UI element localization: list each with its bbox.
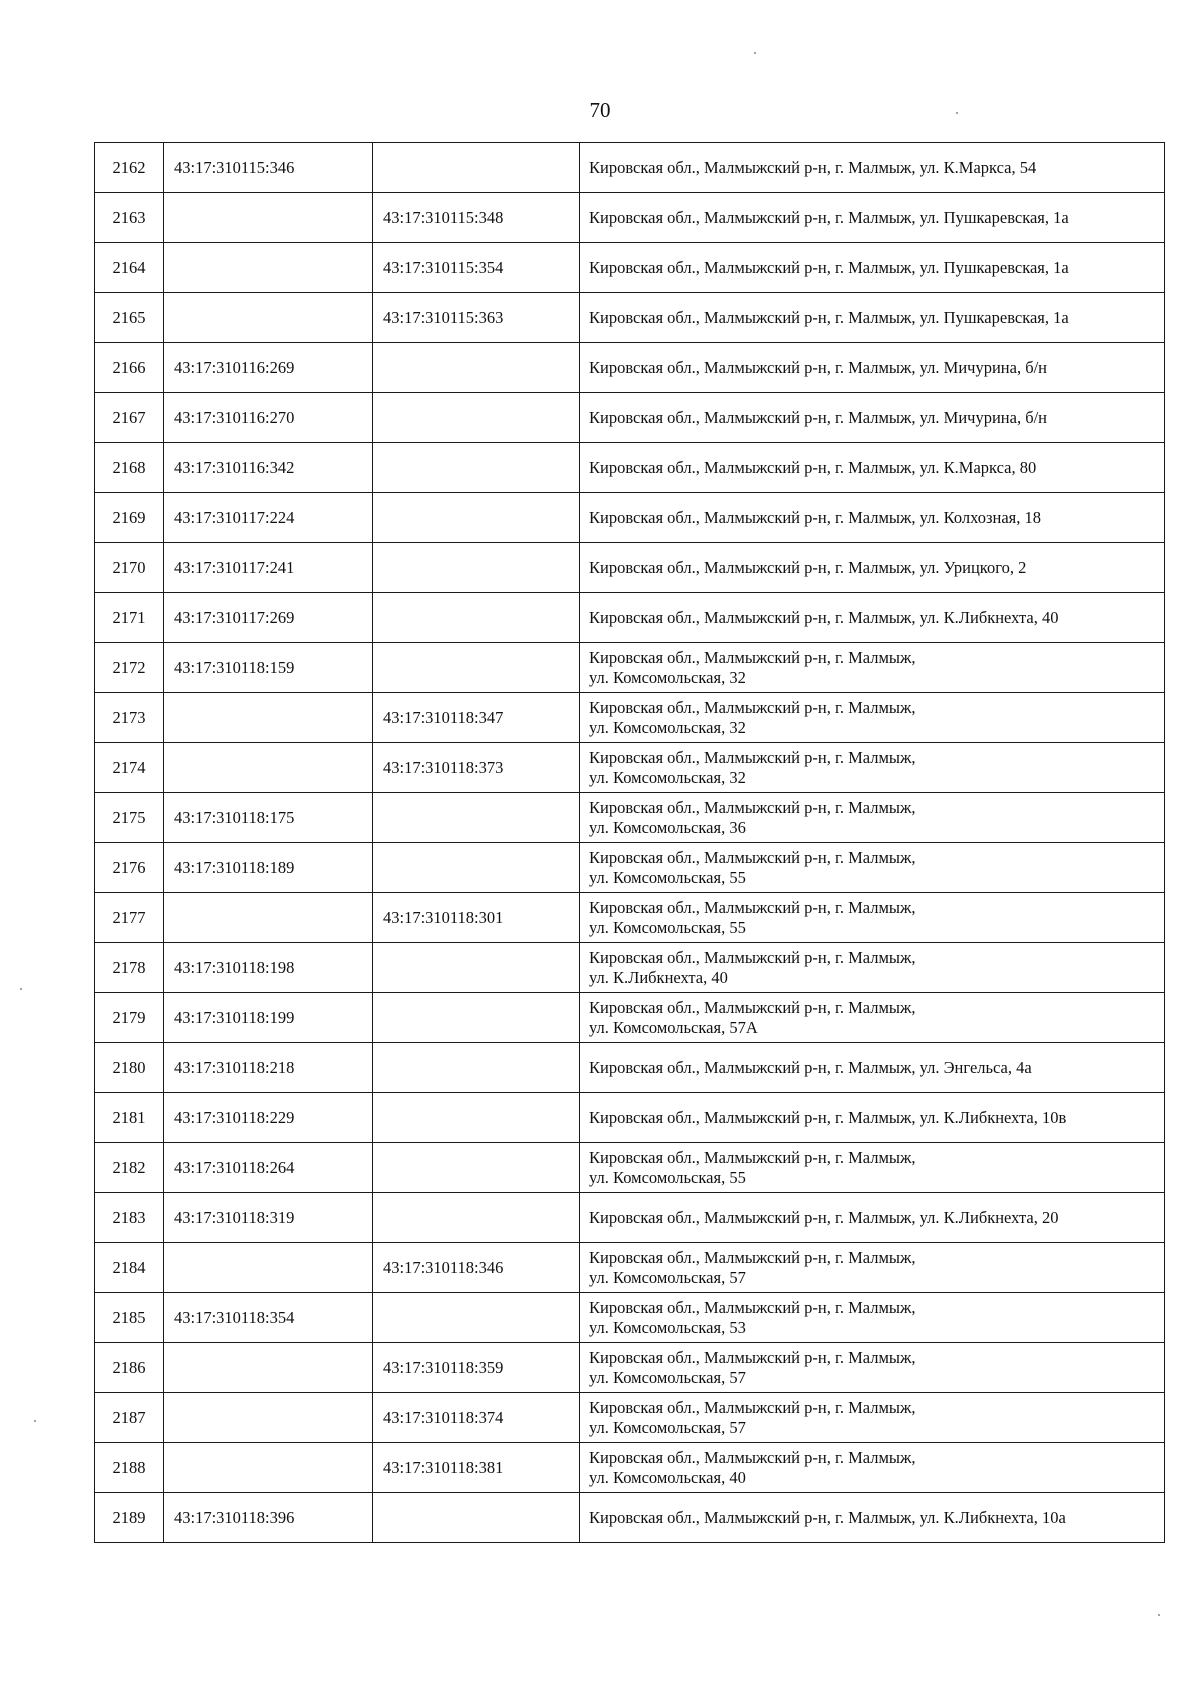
address-cell	[580, 1143, 1165, 1193]
cadastral-number-alt-cell	[373, 393, 580, 443]
table-row	[95, 293, 1165, 343]
table-row	[95, 643, 1165, 693]
address-line: Кировская обл., Малмыжский р-н, г. Малмыж, ул. Пушкаревская, 1а	[589, 207, 1069, 227]
address-line: Кировская обл., Малмыжский р-н, г. Малмыж, ул. К.Либкнехта, 10в	[589, 1107, 1067, 1127]
address-cell	[580, 593, 1165, 643]
cadastral-number-alt-cell: 43:17:310118:359	[373, 1343, 580, 1393]
row-number-cell: 2162	[95, 143, 164, 193]
table-row	[95, 843, 1165, 893]
address-cell	[580, 543, 1165, 593]
address-line: Кировская обл., Малмыжский р-н, г. Малмыж, ул. К.Либкнехта, 10а	[589, 1507, 1066, 1527]
row-number-cell: 2173	[95, 693, 164, 743]
table-row	[95, 1393, 1165, 1443]
address-line-continued: ул. Комсомольская, 40	[589, 1467, 746, 1487]
cadastral-number-cell	[164, 693, 373, 743]
table-row	[95, 743, 1165, 793]
scan-speck	[956, 112, 958, 114]
row-number-cell: 2182	[95, 1143, 164, 1193]
cadastral-number-alt-cell: 43:17:310118:347	[373, 693, 580, 743]
table-row	[95, 593, 1165, 643]
table-row	[95, 893, 1165, 943]
cadastral-number-cell: 43:17:310118:199	[164, 993, 373, 1043]
cadastral-number-cell	[164, 893, 373, 943]
table-row	[95, 793, 1165, 843]
row-number-cell: 2183	[95, 1193, 164, 1243]
address-line: Кировская обл., Малмыжский р-н, г. Малмыж, ул. К.Либкнехта, 40	[589, 607, 1059, 627]
address-line: Кировская обл., Малмыжский р-н, г. Малмыж, ул. Колхозная, 18	[589, 507, 1042, 527]
cadastral-number-alt-cell	[373, 143, 580, 193]
row-number-cell: 2185	[95, 1293, 164, 1343]
cadastral-number-cell	[164, 293, 373, 343]
address-cell	[580, 643, 1165, 693]
cadastral-number-cell	[164, 243, 373, 293]
address-line-continued: ул. Комсомольская, 55	[589, 1167, 746, 1187]
address-line: Кировская обл., Малмыжский р-н, г. Малмыж,	[589, 1347, 916, 1367]
cadastral-number-alt-cell	[373, 1143, 580, 1193]
scan-speck	[20, 988, 22, 990]
address-line-continued: ул. Комсомольская, 32	[589, 767, 746, 787]
row-number-cell: 2175	[95, 793, 164, 843]
address-line-continued: ул. Комсомольская, 57	[589, 1367, 746, 1387]
cadastral-number-cell: 43:17:310118:354	[164, 1293, 373, 1343]
row-number-cell: 2169	[95, 493, 164, 543]
cadastral-number-alt-cell	[373, 943, 580, 993]
address-line-continued: ул. Комсомольская, 32	[589, 717, 746, 737]
table-row	[95, 543, 1165, 593]
address-line: Кировская обл., Малмыжский р-н, г. Малмыж,	[589, 1397, 916, 1417]
table-row	[95, 243, 1165, 293]
address-cell	[580, 493, 1165, 543]
cadastral-number-alt-cell	[373, 1493, 580, 1543]
address-line: Кировская обл., Малмыжский р-н, г. Малмыж, ул. Пушкаревская, 1а	[589, 257, 1069, 277]
cadastral-number-alt-cell	[373, 1093, 580, 1143]
address-line-continued: ул. Комсомольская, 32	[589, 667, 746, 687]
address-line-continued: ул. Комсомольская, 57	[589, 1417, 746, 1437]
row-number-cell: 2179	[95, 993, 164, 1043]
registry-body	[95, 143, 1165, 1543]
address-line-continued: ул. Комсомольская, 55	[589, 917, 746, 937]
row-number-cell: 2166	[95, 343, 164, 393]
address-line-continued: ул. К.Либкнехта, 40	[589, 967, 728, 987]
table-row	[95, 343, 1165, 393]
address-cell	[580, 1093, 1165, 1143]
row-number-cell: 2163	[95, 193, 164, 243]
cadastral-number-cell: 43:17:310116:270	[164, 393, 373, 443]
address-line: Кировская обл., Малмыжский р-н, г. Малмыж, ул. Пушкаревская, 1а	[589, 307, 1069, 327]
table-row	[95, 393, 1165, 443]
address-line: Кировская обл., Малмыжский р-н, г. Малмыж, ул. Урицкого, 2	[589, 557, 1027, 577]
cadastral-number-alt-cell: 43:17:310118:373	[373, 743, 580, 793]
row-number-cell: 2174	[95, 743, 164, 793]
cadastral-number-cell: 43:17:310118:175	[164, 793, 373, 843]
cadastral-number-alt-cell: 43:17:310118:374	[373, 1393, 580, 1443]
cadastral-number-alt-cell	[373, 1293, 580, 1343]
row-number-cell: 2181	[95, 1093, 164, 1143]
cadastral-number-cell	[164, 1343, 373, 1393]
cadastral-number-cell	[164, 743, 373, 793]
address-cell	[580, 693, 1165, 743]
row-number-cell: 2167	[95, 393, 164, 443]
cadastral-number-cell: 43:17:310118:396	[164, 1493, 373, 1543]
row-number-cell: 2186	[95, 1343, 164, 1393]
address-cell	[580, 943, 1165, 993]
cadastral-number-alt-cell	[373, 1043, 580, 1093]
address-line: Кировская обл., Малмыжский р-н, г. Малмыж, ул. Мичурина, б/н	[589, 407, 1048, 427]
address-cell	[580, 843, 1165, 893]
address-line-continued: ул. Комсомольская, 36	[589, 817, 746, 837]
address-line-continued: ул. Комсомольская, 55	[589, 867, 746, 887]
row-number-cell: 2188	[95, 1443, 164, 1493]
address-cell	[580, 1043, 1165, 1093]
cadastral-number-alt-cell	[373, 843, 580, 893]
cadastral-number-alt-cell	[373, 443, 580, 493]
cadastral-number-cell: 43:17:310117:241	[164, 543, 373, 593]
row-number-cell: 2170	[95, 543, 164, 593]
cadastral-number-alt-cell: 43:17:310118:301	[373, 893, 580, 943]
page-number: 70	[589, 98, 611, 122]
cadastral-number-cell: 43:17:310117:269	[164, 593, 373, 643]
address-line-continued: ул. Комсомольская, 57А	[589, 1017, 758, 1037]
cadastral-number-cell: 43:17:310116:342	[164, 443, 373, 493]
row-number-cell: 2189	[95, 1493, 164, 1543]
address-line: Кировская обл., Малмыжский р-н, г. Малмыж, ул. К.Маркса, 54	[589, 157, 1037, 177]
scan-speck	[754, 52, 756, 54]
address-cell	[580, 1443, 1165, 1493]
scan-speck	[1158, 1614, 1160, 1616]
address-line-continued: ул. Комсомольская, 57	[589, 1267, 746, 1287]
table-row	[95, 943, 1165, 993]
cadastral-number-cell: 43:17:310118:264	[164, 1143, 373, 1193]
table-row	[95, 143, 1165, 193]
cadastral-number-cell: 43:17:310116:269	[164, 343, 373, 393]
address-cell	[580, 243, 1165, 293]
row-number-cell: 2184	[95, 1243, 164, 1293]
cadastral-number-cell: 43:17:310118:159	[164, 643, 373, 693]
address-cell	[580, 993, 1165, 1043]
table-row	[95, 1293, 1165, 1343]
cadastral-number-alt-cell	[373, 1193, 580, 1243]
table-row	[95, 493, 1165, 543]
row-number-cell: 2177	[95, 893, 164, 943]
address-line: Кировская обл., Малмыжский р-н, г. Малмыж,	[589, 797, 916, 817]
cadastral-number-cell	[164, 193, 373, 243]
cadastral-number-cell: 43:17:310118:189	[164, 843, 373, 893]
table-row	[95, 1343, 1165, 1393]
row-number-cell: 2172	[95, 643, 164, 693]
row-number-cell: 2176	[95, 843, 164, 893]
row-number-cell: 2165	[95, 293, 164, 343]
address-cell	[580, 143, 1165, 193]
cadastral-number-cell: 43:17:310118:198	[164, 943, 373, 993]
table-row	[95, 1243, 1165, 1293]
address-cell	[580, 743, 1165, 793]
cadastral-number-cell: 43:17:310118:229	[164, 1093, 373, 1143]
cadastral-number-alt-cell: 43:17:310115:354	[373, 243, 580, 293]
cadastral-number-alt-cell	[373, 493, 580, 543]
table-row	[95, 1193, 1165, 1243]
address-line-continued: ул. Комсомольская, 53	[589, 1317, 746, 1337]
address-cell	[580, 1293, 1165, 1343]
address-cell	[580, 1193, 1165, 1243]
cadastral-number-alt-cell	[373, 793, 580, 843]
cadastral-number-cell	[164, 1393, 373, 1443]
cadastral-number-cell: 43:17:310118:319	[164, 1193, 373, 1243]
table-row	[95, 443, 1165, 493]
address-cell	[580, 343, 1165, 393]
row-number-cell: 2178	[95, 943, 164, 993]
address-cell	[580, 443, 1165, 493]
address-line: Кировская обл., Малмыжский р-н, г. Малмыж,	[589, 847, 916, 867]
address-line: Кировская обл., Малмыжский р-н, г. Малмыж,	[589, 1447, 916, 1467]
table-row	[95, 1443, 1165, 1493]
cadastral-number-alt-cell	[373, 643, 580, 693]
address-line: Кировская обл., Малмыжский р-н, г. Малмыж,	[589, 647, 916, 667]
address-line: Кировская обл., Малмыжский р-н, г. Малмыж,	[589, 1297, 916, 1317]
cadastral-number-cell: 43:17:310115:346	[164, 143, 373, 193]
row-number-cell: 2168	[95, 443, 164, 493]
cadastral-number-alt-cell	[373, 993, 580, 1043]
address-line: Кировская обл., Малмыжский р-н, г. Малмыж,	[589, 997, 916, 1017]
address-line: Кировская обл., Малмыжский р-н, г. Малмыж,	[589, 897, 916, 917]
address-cell	[580, 1343, 1165, 1393]
cadastral-number-alt-cell: 43:17:310118:381	[373, 1443, 580, 1493]
cadastral-number-alt-cell	[373, 543, 580, 593]
cadastral-number-alt-cell: 43:17:310115:363	[373, 293, 580, 343]
table-row	[95, 193, 1165, 243]
address-cell	[580, 1493, 1165, 1543]
address-line: Кировская обл., Малмыжский р-н, г. Малмыж,	[589, 1247, 916, 1267]
table-row	[95, 1493, 1165, 1543]
table-row	[95, 993, 1165, 1043]
address-line: Кировская обл., Малмыжский р-н, г. Малмыж,	[589, 1147, 916, 1167]
table-row	[95, 1143, 1165, 1193]
address-line: Кировская обл., Малмыжский р-н, г. Малмыж, ул. Энгельса, 4а	[589, 1057, 1032, 1077]
cadastral-number-cell	[164, 1243, 373, 1293]
scan-speck	[34, 1420, 36, 1422]
cadastral-number-alt-cell: 43:17:310115:348	[373, 193, 580, 243]
row-number-cell: 2187	[95, 1393, 164, 1443]
address-line: Кировская обл., Малмыжский р-н, г. Малмыж,	[589, 947, 916, 967]
address-cell	[580, 1393, 1165, 1443]
address-cell	[580, 393, 1165, 443]
cadastral-number-cell: 43:17:310117:224	[164, 493, 373, 543]
address-cell	[580, 893, 1165, 943]
cadastral-number-alt-cell	[373, 593, 580, 643]
cadastral-number-alt-cell	[373, 343, 580, 393]
address-cell	[580, 793, 1165, 843]
cadastral-number-alt-cell: 43:17:310118:346	[373, 1243, 580, 1293]
cadastral-number-cell	[164, 1443, 373, 1493]
row-number-cell: 2180	[95, 1043, 164, 1093]
table-row	[95, 693, 1165, 743]
row-number-cell: 2171	[95, 593, 164, 643]
cadastral-number-cell: 43:17:310118:218	[164, 1043, 373, 1093]
row-number-cell: 2164	[95, 243, 164, 293]
address-line: Кировская обл., Малмыжский р-н, г. Малмыж, ул. Мичурина, б/н	[589, 357, 1048, 377]
address-cell	[580, 193, 1165, 243]
address-cell	[580, 1243, 1165, 1293]
address-line: Кировская обл., Малмыжский р-н, г. Малмыж, ул. К.Маркса, 80	[589, 457, 1037, 477]
table-row	[95, 1043, 1165, 1093]
address-line: Кировская обл., Малмыжский р-н, г. Малмыж,	[589, 747, 916, 767]
registry-table	[94, 142, 1165, 1543]
address-line: Кировская обл., Малмыжский р-н, г. Малмыж, ул. К.Либкнехта, 20	[589, 1207, 1059, 1227]
table-row	[95, 1093, 1165, 1143]
address-line: Кировская обл., Малмыжский р-н, г. Малмыж,	[589, 697, 916, 717]
address-cell	[580, 293, 1165, 343]
